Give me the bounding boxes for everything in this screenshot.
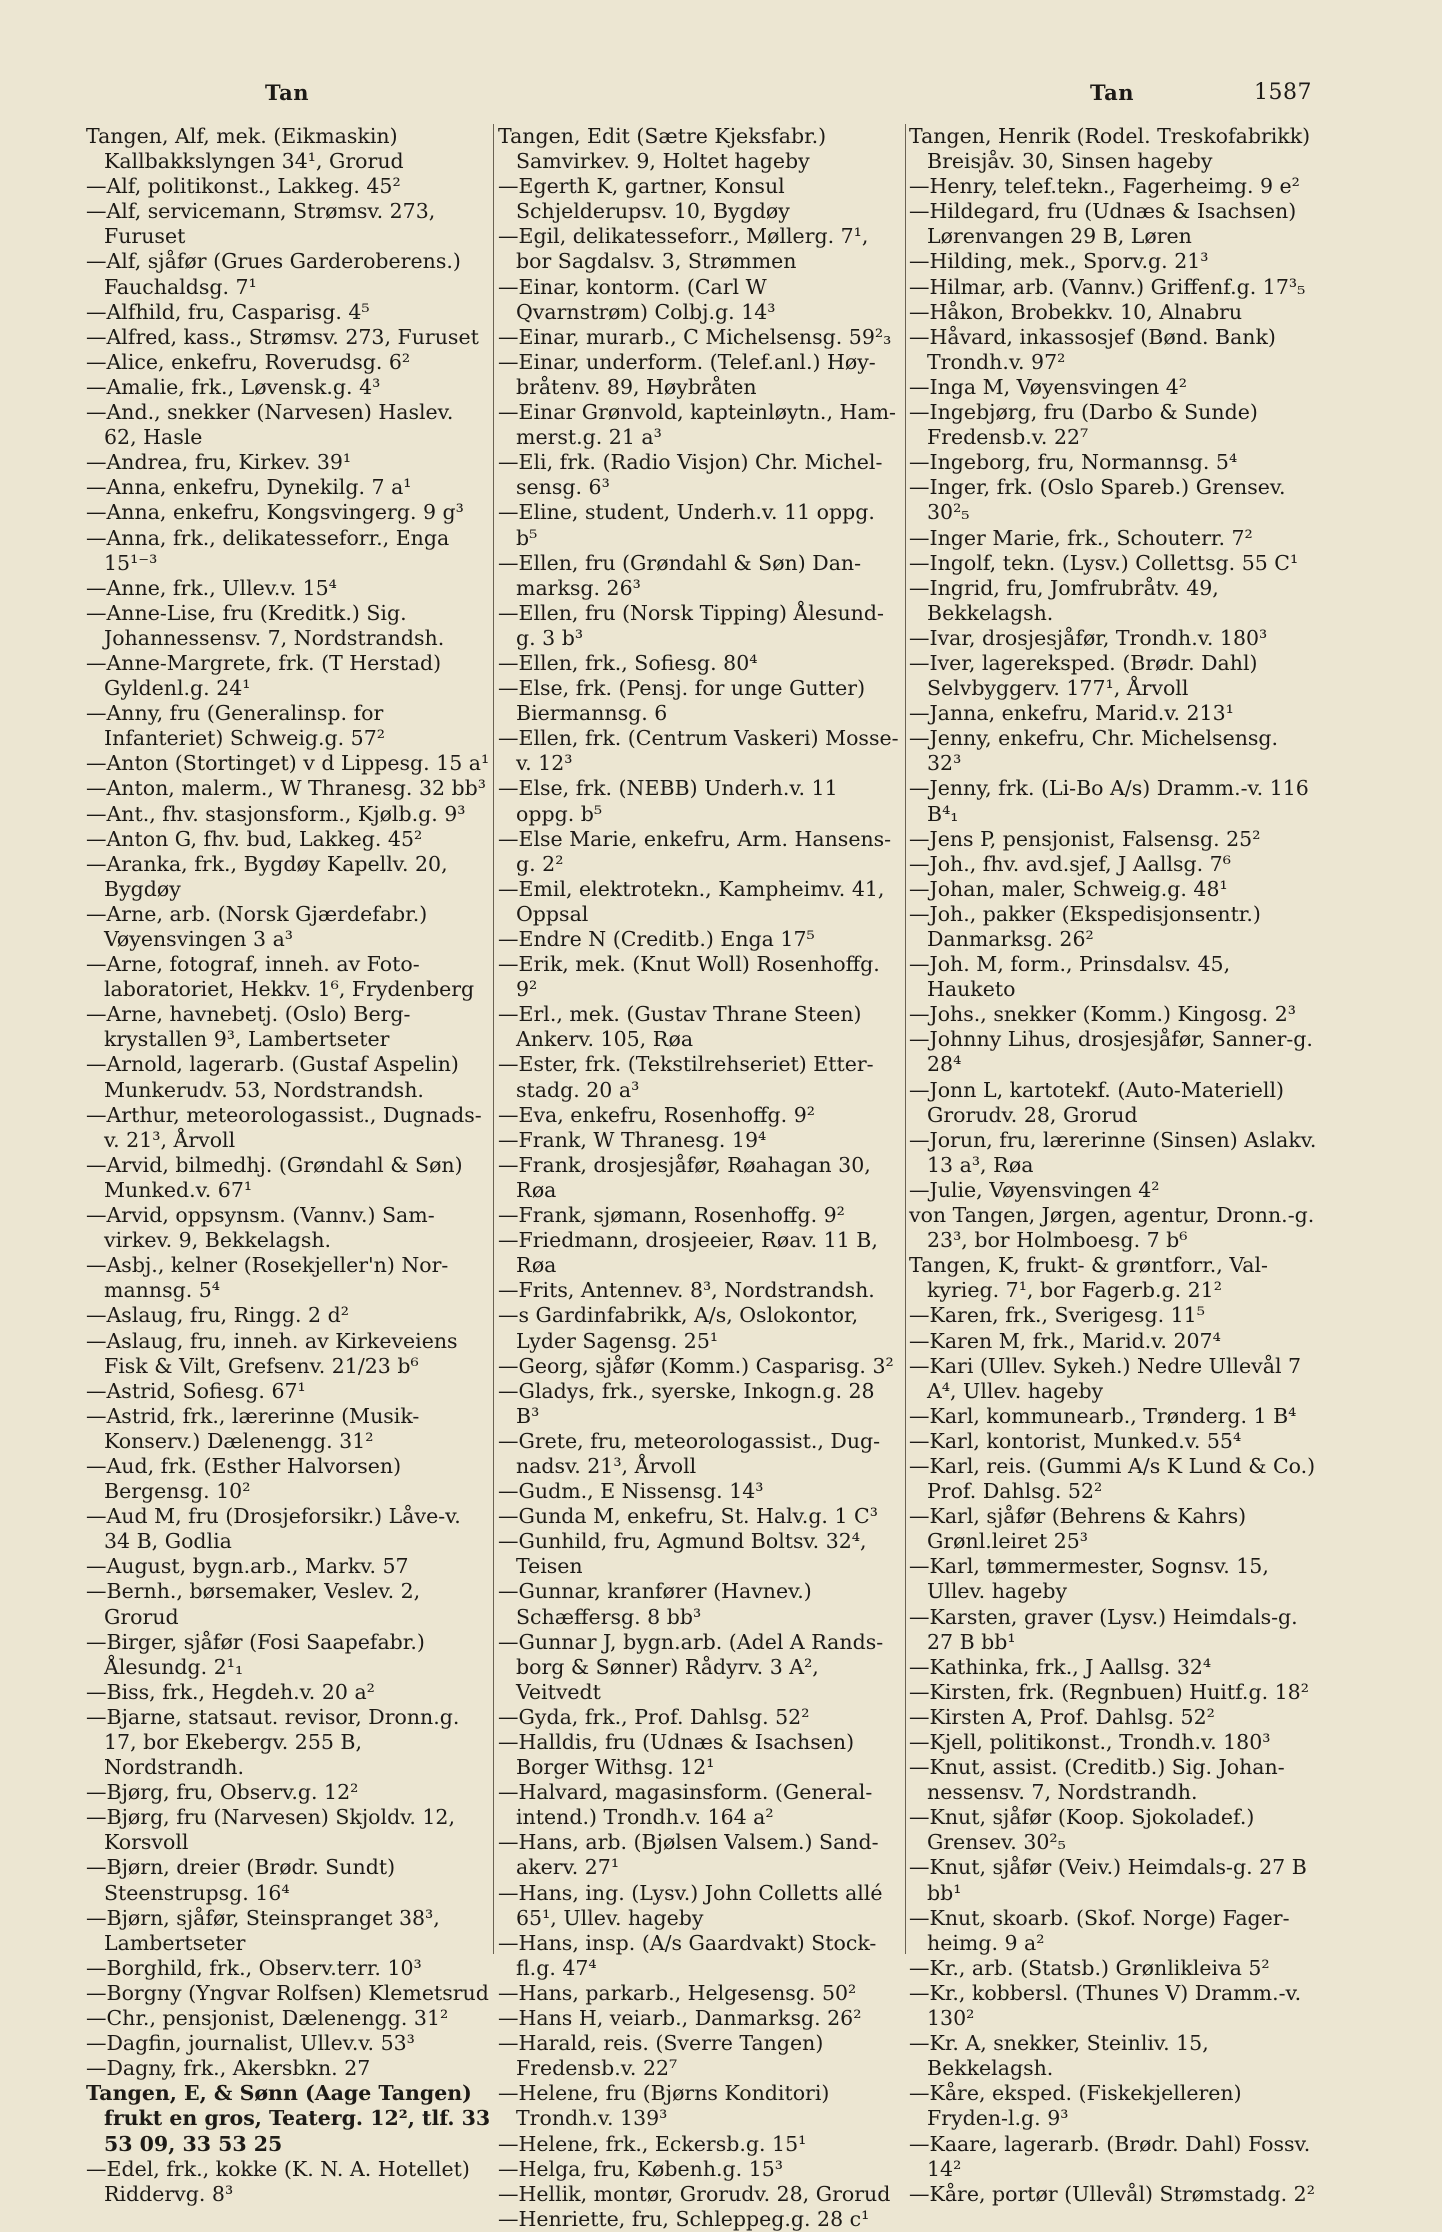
directory-entry: —Karl, kontorist, Munked.v. 55⁴	[909, 1428, 1242, 1453]
directory-entry: —Kaare, lagerarb. (Brødr. Dahl) Fossv. 14²	[909, 2131, 1311, 2181]
directory-entry: Tangen, E, & Sønn (Aage Tangen) frukt en gros, Teaterg. 12², tlf. 33 53 09, 33 53 25	[86, 2081, 491, 2156]
directory-entry: —Kirsten A, Prof. Dahlsg. 52²	[909, 1704, 1215, 1729]
directory-entry: —Alf, sjåfør (Grues Garderoberens.) Fauchaldsg. 7¹	[86, 249, 461, 299]
directory-entry: —Aslaug, fru, Ringg. 2 d²	[86, 1303, 349, 1328]
directory-entry: —Karsten, graver (Lysv.) Heimdals-g. 27 B bb¹	[909, 1604, 1298, 1654]
directory-column-1	[86, 124, 491, 2206]
directory-entry: —Egil, delikatesseforr., Møllerg. 7¹, bor Sagdalsv. 3, Strømmen	[498, 224, 869, 274]
directory-entry: —Kåre, portør (Ullevål) Strømstadg. 2²	[909, 2181, 1315, 2206]
directory-entry: —Karl, tømmermester, Sognsv. 15, Ullev. hageby	[909, 1554, 1269, 1604]
directory-entry: —Knut, assist. (Creditb.) Sig. Johan-nessensv. 7, Nordstrandh.	[909, 1755, 1285, 1805]
directory-entry: —Hans, arb. (Bjølsen Valsem.) Sand-akerv. 27¹	[498, 1830, 879, 1880]
directory-entry: —Kjell, politikonst., Trondh.v. 180³	[909, 1730, 1271, 1754]
directory-entry: —Frits, Antennev. 8³, Nordstrandsh.	[498, 1278, 875, 1303]
directory-entry: —Kåre, eksped. (Fiskekjelleren) Fryden-l.g. 9³	[909, 2081, 1242, 2131]
directory-entry: —Chr., pensjonist, Dælenengg. 31²	[86, 2006, 449, 2031]
directory-entry: —Henry, telef.tekn., Fagerheimg. 9 e²	[909, 174, 1300, 199]
directory-entry: —Knut, sjåfør (Veiv.) Heimdals-g. 27 B bb¹	[909, 1855, 1307, 1905]
directory-entry: —Anne-Lise, fru (Kreditk.) Sig. Johannessensv. 7, Nordstrandsh.	[86, 600, 445, 650]
directory-entry: —Aud, frk. (Esther Halvorsen) Bergensg. 10²	[86, 1453, 402, 1504]
directory-entry: —Ingrid, fru, Jomfrubråtv. 49, Bekkelagsh.	[909, 575, 1219, 625]
directory-entry: —Frank, W Thranesg. 19⁴	[498, 1127, 767, 1152]
directory-entry: —Joh. M, form., Prinsdalsv. 45, Hauketo	[909, 952, 1231, 1002]
directory-entry: —Borgny (Yngvar Rolfsen) Klemetsrud	[86, 1980, 489, 2005]
directory-entry: —Hans, insp. (A/s Gaardvakt) Stock-fl.g. 47⁴	[498, 1930, 877, 1980]
directory-entry: —Einar, underform. (Telef.anl.) Høy-bråtenv. 89, Høybråten	[498, 349, 876, 399]
directory-entry: —Gunnar, kranfører (Havnev.) Schæffersg. 8 bb³	[498, 1579, 812, 1629]
directory-entry: —Einar Grønvold, kapteinløytn., Ham-merst.g. 21 a³	[498, 400, 896, 450]
directory-entry: —Anne, frk., Ullev.v. 15⁴	[86, 575, 337, 600]
directory-entry: —Birger, sjåfør (Fosi Saapefabr.) Ålesundg. 2¹₁	[86, 1629, 425, 1679]
directory-entry: —Astrid, frk., lærerinne (Musik-Konserv.) Dælenengg. 31²	[86, 1403, 420, 1453]
directory-column-2	[498, 124, 902, 2231]
directory-entry: —Arvid, bilmedhj. (Grøndahl & Søn) Munked.v. 67¹	[86, 1152, 463, 1202]
directory-entry: —Håvard, inkassosjef (Bønd. Bank) Trondh.v. 97²	[909, 324, 1276, 374]
directory-entry: —Friedmann, drosjeeier, Røav. 11 B, Røa	[498, 1228, 878, 1278]
directory-entry: —Ant., fhv. stasjonsform., Kjølb.g. 9³	[86, 801, 466, 826]
directory-entry: —Johnny Lihus, drosjesjåfør, Sanner-g. 28⁴	[909, 1027, 1313, 1077]
directory-entry: —Bjørn, sjåfør, Steinspranget 38³, Lambertseter	[86, 1905, 440, 1955]
column-divider	[905, 124, 906, 1954]
directory-entry: —Inger Marie, frk., Schouterr. 7²	[909, 525, 1253, 550]
directory-entry: —Helene, frk., Eckersb.g. 15¹	[498, 2131, 807, 2156]
directory-entry: —Helga, fru, Københ.g. 15³	[498, 2156, 783, 2181]
directory-entry: Tangen, K, frukt- & grøntforr., Val-kyrieg. 7¹, bor Fagerb.g. 21²	[909, 1253, 1268, 1303]
directory-entry: —Hildegard, fru (Udnæs & Isachsen) Lørenvangen 29 B, Løren	[909, 199, 1297, 249]
directory-entry: —Gunnar J, bygn.arb. (Adel A Rands-borg & Sønner) Rådyrv. 3 A², Veitvedt	[498, 1629, 884, 1704]
directory-entry: —Arvid, oppsynsm. (Vannv.) Sam-virkev. 9, Bekkelagsh.	[86, 1203, 435, 1253]
directory-entry: —Hilding, mek., Sporv.g. 21³	[909, 249, 1209, 274]
directory-entry: —Frank, sjømann, Rosenhoffg. 9²	[498, 1203, 845, 1228]
directory-entry: Tangen, Edit (Sætre Kjeksfabr.) Samvirkev. 9, Holtet hageby	[498, 124, 827, 174]
directory-entry: —Georg, sjåfør (Komm.) Casparisg. 3²	[498, 1353, 894, 1378]
directory-entry: —Jenny, enkefru, Chr. Michelsensg. 32³	[909, 726, 1279, 776]
directory-column-3	[909, 124, 1317, 2206]
directory-entry: —Ellen, fru (Grøndahl & Søn) Dan-marksg. 26³	[498, 550, 862, 600]
directory-entry: —Emil, elektrotekn., Kampheimv. 41, Oppsal	[498, 876, 885, 926]
directory-entry: —Håkon, Brobekkv. 10, Alnabru	[909, 299, 1243, 324]
directory-entry: —Knut, skoarb. (Skof. Norge) Fager-heimg. 9 a²	[909, 1905, 1290, 1955]
page-number: 1587	[1254, 80, 1312, 105]
directory-entry: —Frank, drosjesjåfør, Røahagan 30, Røa	[498, 1152, 871, 1202]
directory-entry: —Ingebjørg, fru (Darbo & Sunde) Fredensb.v. 22⁷	[909, 400, 1258, 450]
directory-entry: —August, bygn.arb., Markv. 57	[86, 1554, 409, 1579]
directory-entry: —Alf, politikonst., Lakkeg. 45²	[86, 174, 401, 199]
directory-entry: —Eline, student, Underh.v. 11 oppg. b⁵	[498, 500, 875, 550]
directory-entry: —Ellen, fru (Norsk Tipping) Ålesund-g. 3 b³	[498, 600, 884, 650]
directory-entry: —Gladys, frk., syerske, Inkogn.g. 28 B³	[498, 1378, 875, 1428]
directory-entry: —Dagfin, journalist, Ullev.v. 53³	[86, 2031, 415, 2056]
directory-entry: —Joh., pakker (Ekspedisjonsentr.) Danmarksg. 26²	[909, 901, 1261, 951]
directory-entry: —Gyda, frk., Prof. Dahlsg. 52²	[498, 1704, 810, 1729]
directory-entry: —Karl, reis. (Gummi A/s K Lund & Co.) Prof. Dahlsg. 52²	[909, 1453, 1316, 1504]
directory-entry: —Ester, frk. (Tekstilrehseriet) Etter-stadg. 20 a³	[498, 1052, 874, 1102]
directory-entry: —Jenny, frk. (Li-Bo A/s) Dramm.-v. 116 B⁴₁	[909, 776, 1309, 826]
running-head-right: Tan	[1090, 80, 1134, 105]
directory-entry: —Hilmar, arb. (Vannv.) Griffenf.g. 17³₅	[909, 274, 1306, 299]
directory-entry: —Erik, mek. (Knut Woll) Rosenhoffg. 9²	[498, 952, 880, 1002]
directory-entry: —Biss, frk., Hegdeh.v. 20 a²	[86, 1679, 375, 1704]
directory-entry: —Amalie, frk., Løvensk.g. 4³	[86, 374, 381, 399]
directory-entry: —Arne, fotograf, inneh. av Foto-laboratoriet, Hekkv. 1⁶, Frydenberg	[86, 952, 475, 1002]
directory-entry: —And., snekker (Narvesen) Haslev. 62, Hasle	[86, 400, 454, 450]
directory-entry: —Einar, murarb., C Michelsensg. 59²₃	[498, 324, 892, 349]
directory-entry: —Ingeborg, fru, Normannsg. 5⁴	[909, 450, 1238, 475]
directory-entry: —Else, frk. (NEBB) Underh.v. 11 oppg. b⁵	[498, 776, 838, 826]
directory-entry: —Dagny, frk., Akersbkn. 27	[86, 2056, 371, 2081]
directory-entry: —Julie, Vøyensvingen 4²	[909, 1177, 1160, 1202]
directory-entry: Tangen, Henrik (Rodel. Treskofabrikk) Breisjåv. 30, Sinsen hageby	[909, 124, 1311, 174]
directory-entry: —Inger, frk. (Oslo Spareb.) Grensev. 30²₅	[909, 475, 1286, 525]
directory-entry: —Bjørg, fru, Observ.g. 12²	[86, 1780, 359, 1805]
directory-entry: —Karl, sjåfør (Behrens & Kahrs) Grønl.leiret 25³	[909, 1504, 1247, 1554]
directory-entry: von Tangen, Jørgen, agentur, Dronn.-g. 23³, bor Holmboesg. 7 b⁶	[909, 1203, 1315, 1253]
directory-entry: —Hans H, veiarb., Danmarksg. 26²	[498, 2006, 862, 2031]
directory-entry: —Halldis, fru (Udnæs & Isachsen) Borger Withsg. 12¹	[498, 1730, 855, 1780]
directory-entry: —Alfred, kass., Strømsv. 273, Furuset	[86, 324, 479, 349]
directory-entry: —Alice, enkefru, Roverudsg. 6²	[86, 349, 411, 374]
directory-entry: —Johs., snekker (Komm.) Kingosg. 2³	[909, 1002, 1296, 1027]
directory-entry: —Inga M, Vøyensvingen 4²	[909, 374, 1187, 399]
directory-entry: —Kari (Ullev. Sykeh.) Nedre Ullevål 7 A⁴, Ullev. hageby	[909, 1353, 1302, 1403]
directory-entry: —Karl, kommunearb., Trønderg. 1 B⁴	[909, 1403, 1297, 1428]
directory-entry: —Arne, arb. (Norsk Gjærdefabr.) Vøyensvingen 3 a³	[86, 901, 428, 951]
directory-entry: Tangen, Alf, mek. (Eikmaskin) Kallbakkslyngen 34¹, Grorud	[86, 124, 404, 174]
directory-entry: —Gunhild, fru, Agmund Boltsv. 32⁴, Teisen	[498, 1529, 867, 1579]
directory-entry: —Knut, sjåfør (Koop. Sjokoladef.) Grensev. 30²₅	[909, 1805, 1255, 1855]
directory-entry: —Else, frk. (Pensj. for unge Gutter) Biermannsg. 6	[498, 676, 866, 726]
directory-entry: —Ingolf, tekn. (Lysv.) Collettsg. 55 C¹	[909, 550, 1299, 575]
directory-entry: —Anton G, fhv. bud, Lakkeg. 45²	[86, 826, 423, 851]
directory-entry: —Gunda M, enkefru, St. Halv.g. 1 C³	[498, 1504, 878, 1529]
directory-entry: —Hellik, montør, Grorudv. 28, Grorud	[498, 2181, 891, 2206]
directory-entry: —Borghild, frk., Observ.terr. 10³	[86, 1955, 422, 1980]
directory-entry: —Eli, frk. (Radio Visjon) Chr. Michel-sensg. 6³	[498, 450, 883, 500]
directory-entry: —Andrea, fru, Kirkev. 39¹	[86, 450, 352, 475]
directory-entry: —Einar, kontorm. (Carl W Qvarnstrøm) Colbj.g. 14³	[498, 274, 776, 324]
directory-entry: —Jonn L, kartotekf. (Auto-Materiell) Grorudv. 28, Grorud	[909, 1077, 1285, 1127]
directory-entry: —Halvard, magasinsform. (General-intend.) Trondh.v. 164 a²	[498, 1780, 873, 1830]
directory-entry: —Arthur, meteorologassist., Dugnads-v. 21³, Årvoll	[86, 1102, 482, 1152]
directory-entry: —Anne-Margrete, frk. (T Herstad) Gyldenl.g. 24¹	[86, 650, 442, 701]
directory-entry: —Asbj., kelner (Rosekjeller'n) Nor-mannsg. 5⁴	[86, 1253, 449, 1303]
directory-entry: —Ellen, frk. (Centrum Vaskeri) Mosse-v. 12³	[498, 726, 899, 776]
directory-entry: —Gudm., E Nissensg. 14³	[498, 1479, 764, 1504]
directory-entry: —Else Marie, enkefru, Arm. Hansens-g. 2²	[498, 826, 892, 876]
directory-entry: —Jens P, pensjonist, Falsensg. 25²	[909, 826, 1261, 851]
directory-entry: —Hans, ing. (Lysv.) John Colletts allé 65¹, Ullev. hageby	[498, 1880, 883, 1930]
directory-entry: —Helene, fru (Bjørns Konditori) Trondh.v. 139³	[498, 2081, 830, 2131]
directory-entry: —Kathinka, frk., J Aallsg. 32⁴	[909, 1654, 1212, 1679]
directory-entry: —Iver, lagereksped. (Brødr. Dahl) Selvbyggerv. 177¹, Årvoll	[909, 650, 1258, 701]
directory-entry: —Endre N (Creditb.) Enga 17⁵	[498, 927, 815, 951]
directory-entry: —Edel, frk., kokke (K. N. A. Hotellet) Riddervg. 8³	[86, 2156, 470, 2206]
directory-entry: —Anna, frk., delikatesseforr., Enga 15¹⁻³	[86, 525, 450, 575]
directory-entry: —Alf, servicemann, Strømsv. 273, Furuset	[86, 199, 436, 249]
directory-entry: —Janna, enkefru, Marid.v. 213¹	[909, 701, 1234, 726]
directory-entry: —Egerth K, gartner, Konsul Schjelderupsv. 10, Bygdøy	[498, 174, 790, 224]
directory-entry: —Aranka, frk., Bygdøy Kapellv. 20, Bygdøy	[86, 851, 448, 901]
directory-entry: —s Gardinfabrikk, A/s, Oslokontor, Lyder Sagensg. 25¹	[498, 1303, 859, 1353]
column-divider	[493, 124, 494, 1954]
directory-entry: —Arnold, lagerarb. (Gustaf Aspelin) Munkerudv. 53, Nordstrandsh.	[86, 1052, 459, 1102]
directory-entry: —Jorun, fru, lærerinne (Sinsen) Aslakv. 13 a³, Røa	[909, 1127, 1317, 1177]
directory-entry: —Johan, maler, Schweig.g. 48¹	[909, 876, 1228, 901]
directory-entry: —Bjarne, statsaut. revisor, Dronn.g. 17, bor Ekebergv. 255 B, Nordstrandh.	[86, 1704, 460, 1780]
directory-entry: —Erl., mek. (Gustav Thrane Steen) Ankerv. 105, Røa	[498, 1002, 862, 1052]
directory-entry: —Kirsten, frk. (Regnbuen) Huitf.g. 18²	[909, 1679, 1309, 1704]
directory-entry: —Astrid, Sofiesg. 67¹	[86, 1378, 306, 1403]
directory-entry: —Kr., arb. (Statsb.) Grønlikleiva 5²	[909, 1955, 1270, 1980]
directory-entry: —Aslaug, fru, inneh. av Kirkeveiens Fisk & Vilt, Grefsenv. 21/23 b⁶	[86, 1328, 458, 1378]
directory-entry: —Anna, enkefru, Dynekilg. 7 a¹	[86, 475, 412, 500]
directory-entry: —Hans, parkarb., Helgesensg. 50²	[498, 1980, 857, 2005]
directory-entry: —Aud M, fru (Drosjeforsikr.) Låve-v. 34 B, Godlia	[86, 1504, 461, 1554]
directory-entry: —Eva, enkefru, Rosenhoffg. 9²	[498, 1102, 815, 1127]
directory-entry: —Karen, frk., Sverigesg. 11⁵	[909, 1303, 1205, 1328]
directory-entry: —Anna, enkefru, Kongsvingerg. 9 g³	[86, 500, 464, 525]
directory-entry: —Bernh., børsemaker, Veslev. 2, Grorud	[86, 1579, 421, 1629]
directory-entry: —Anton, malerm., W Thranesg. 32 bb³	[86, 776, 487, 801]
directory-entry: —Karen M, frk., Marid.v. 207⁴	[909, 1328, 1221, 1353]
directory-entry: —Alfhild, fru, Casparisg. 4⁵	[86, 299, 370, 324]
directory-entry: —Kr., kobbersl. (Thunes V) Dramm.-v. 130²	[909, 1980, 1302, 2031]
directory-entry: —Bjørg, fru (Narvesen) Skjoldv. 12, Korsvoll	[86, 1805, 455, 1855]
directory-entry: —Anny, fru (Generalinsp. for Infanteriet) Schweig.g. 57²	[86, 701, 385, 751]
directory-entry: —Ivar, drosjesjåfør, Trondh.v. 180³	[909, 625, 1268, 650]
directory-entry: —Bjørn, dreier (Brødr. Sundt) Steenstrupsg. 16⁴	[86, 1855, 396, 1905]
directory-entry: —Harald, reis. (Sverre Tangen) Fredensb.v. 22⁷	[498, 2031, 824, 2081]
directory-entry: —Anton (Stortinget) v d Lippesg. 15 a¹	[86, 751, 490, 776]
directory-entry: —Ellen, frk., Sofiesg. 80⁴	[498, 650, 758, 675]
running-head-left: Tan	[265, 80, 309, 105]
directory-entry: —Grete, fru, meteorologassist., Dug-nadsv. 21³, Årvoll	[498, 1428, 881, 1478]
directory-entry: —Arne, havnebetj. (Oslo) Berg-krystallen 9³, Lambertseter	[86, 1002, 411, 1052]
directory-entry: —Henriette, fru, Schleppeg.g. 28 c¹	[498, 2206, 870, 2231]
directory-entry: —Kr. A, snekker, Steinliv. 15, Bekkelagsh.	[909, 2031, 1209, 2081]
directory-entry: —Joh., fhv. avd.sjef, J Aallsg. 7⁶	[909, 851, 1231, 876]
